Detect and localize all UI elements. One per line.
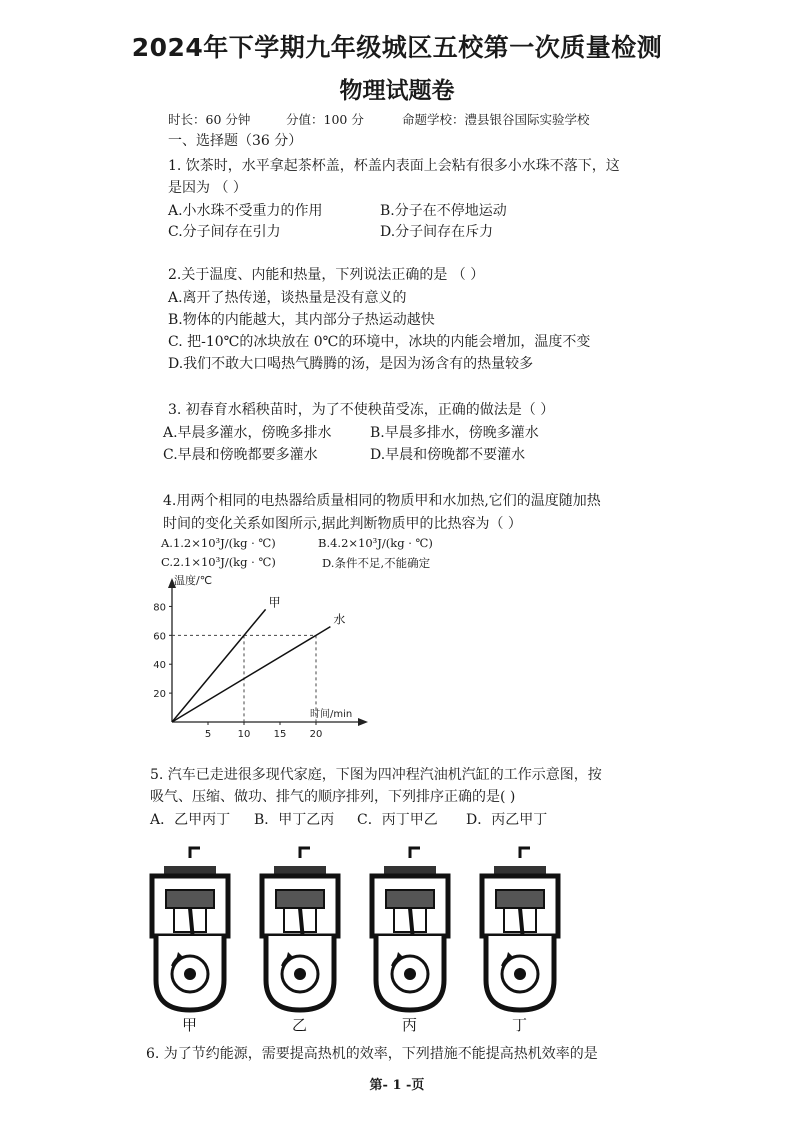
temperature-time-chart bbox=[150, 572, 380, 750]
q5-stem-line1: 5. 汽车已走进很多现代家庭，下图为四冲程汽油机汽缸的工作示意图，按 bbox=[150, 767, 602, 783]
engine-label-jia: 甲 bbox=[182, 1016, 198, 1034]
exam-subtitle: 物理试题卷 bbox=[339, 78, 455, 104]
page-number: 第- 1 -页 bbox=[369, 1078, 425, 1093]
engine-stroke-diagrams bbox=[140, 840, 580, 1040]
y-tick-label: 60 bbox=[153, 631, 166, 643]
q4-option-c: C.2.1×10³J/(kg · ℃) bbox=[161, 555, 276, 569]
q3-stem: 3. 初春育水稻秧苗时，为了不使秧苗受冻，正确的做法是（ ） bbox=[168, 402, 555, 418]
q2-option-d: D.我们不敢大口喝热气腾腾的汤，是因为汤含有的热量较多 bbox=[168, 356, 534, 372]
q4-stem-line2: 时间的变化关系如图所示,据此判断物质甲的比热容为（ ） bbox=[163, 516, 522, 532]
q3-option-d: D.早晨和傍晚都不要灌水 bbox=[370, 447, 526, 463]
engine-label-ding: 丁 bbox=[512, 1016, 528, 1034]
x-tick-label: 5 bbox=[204, 729, 212, 740]
section-heading: 一、选择题（36 分） bbox=[168, 133, 303, 149]
engine-diagram-yi bbox=[262, 848, 338, 1010]
q1-option-b: B.分子在不停地运动 bbox=[380, 203, 507, 219]
q4-option-a: A.1.2×10³J/(kg · ℃) bbox=[161, 536, 276, 550]
x-tick-label: 15 bbox=[273, 729, 287, 740]
engine-label-yi: 乙 bbox=[292, 1016, 308, 1034]
q5-option-d: D．丙乙甲丁 bbox=[466, 812, 548, 828]
q5-option-b: B．甲丁乙丙 bbox=[254, 812, 335, 828]
x-axis-arrow bbox=[358, 718, 368, 726]
y-tick-label: 80 bbox=[153, 602, 166, 614]
series-label: 甲 bbox=[268, 595, 281, 610]
x-tick-label: 10 bbox=[237, 729, 251, 740]
q2-option-a: A.离开了热传递，谈热量是没有意义的 bbox=[168, 290, 407, 306]
exam-duration: 时长：60 分钟 bbox=[168, 112, 251, 127]
q1-option-c: C.分子间存在引力 bbox=[168, 224, 281, 240]
engine-label-bing: 丙 bbox=[402, 1016, 418, 1034]
q5-option-a: A．乙甲丙丁 bbox=[150, 812, 231, 828]
q2-option-b: B.物体的内能越大，其内部分子热运动越快 bbox=[168, 312, 435, 328]
q2-option-c: C. 把-10℃的冰块放在 0℃的环境中，冰块的内能会增加，温度不变 bbox=[168, 334, 591, 350]
y-axis-label: 温度/℃ bbox=[174, 574, 213, 587]
q1-option-d: D.分子间存在斥力 bbox=[380, 224, 494, 240]
exam-score: 分值：100 分 bbox=[286, 112, 364, 127]
engine-diagram-ding bbox=[482, 848, 558, 1010]
q5-option-c: C．丙丁甲乙 bbox=[357, 812, 438, 828]
q3-option-b: B.早晨多排水，傍晚多灌水 bbox=[370, 425, 539, 441]
q2-stem: 2.关于温度、内能和热量，下列说法正确的是 （ ） bbox=[168, 267, 485, 283]
q4-stem-line1: 4.用两个相同的电热器给质量相同的物质甲和水加热,它们的温度随加热 bbox=[163, 493, 601, 509]
x-tick-label: 20 bbox=[309, 729, 323, 740]
y-tick-label: 40 bbox=[153, 660, 166, 672]
engine-diagram-bing bbox=[372, 848, 448, 1010]
q1-stem-line2: 是因为 （ ） bbox=[168, 180, 247, 196]
q3-option-a: A.早晨多灌水，傍晚多排水 bbox=[163, 425, 332, 441]
q4-option-d: D.条件不足,不能确定 bbox=[322, 556, 431, 570]
q4-option-b: B.4.2×10³J/(kg · ℃) bbox=[318, 536, 433, 550]
series-line-水 bbox=[172, 627, 330, 722]
q1-option-a: A.小水珠不受重力的作用 bbox=[168, 203, 323, 219]
x-axis-label: 时间/min bbox=[310, 709, 353, 720]
engine-diagram-jia bbox=[152, 848, 228, 1010]
exam-school: 命题学校：澧县银谷国际实验学校 bbox=[402, 112, 590, 127]
series-line-甲 bbox=[172, 609, 266, 722]
q1-stem-line1: 1. 饮茶时，水平拿起茶杯盖，杯盖内表面上会粘有很多小水珠不落下，这 bbox=[168, 158, 620, 174]
series-label: 水 bbox=[333, 612, 346, 627]
q6-stem: 6. 为了节约能源，需要提高热机的效率，下列措施不能提高热机效率的是 bbox=[146, 1046, 598, 1062]
exam-title: 2024年下学期九年级城区五校第一次质量检测 bbox=[131, 33, 663, 62]
y-tick-label: 20 bbox=[153, 689, 166, 701]
q5-stem-line2: 吸气、压缩、做功、排气的顺序排列，下列排序正确的是( ) bbox=[150, 789, 516, 805]
q3-option-c: C.早晨和傍晚都要多灌水 bbox=[163, 447, 318, 463]
